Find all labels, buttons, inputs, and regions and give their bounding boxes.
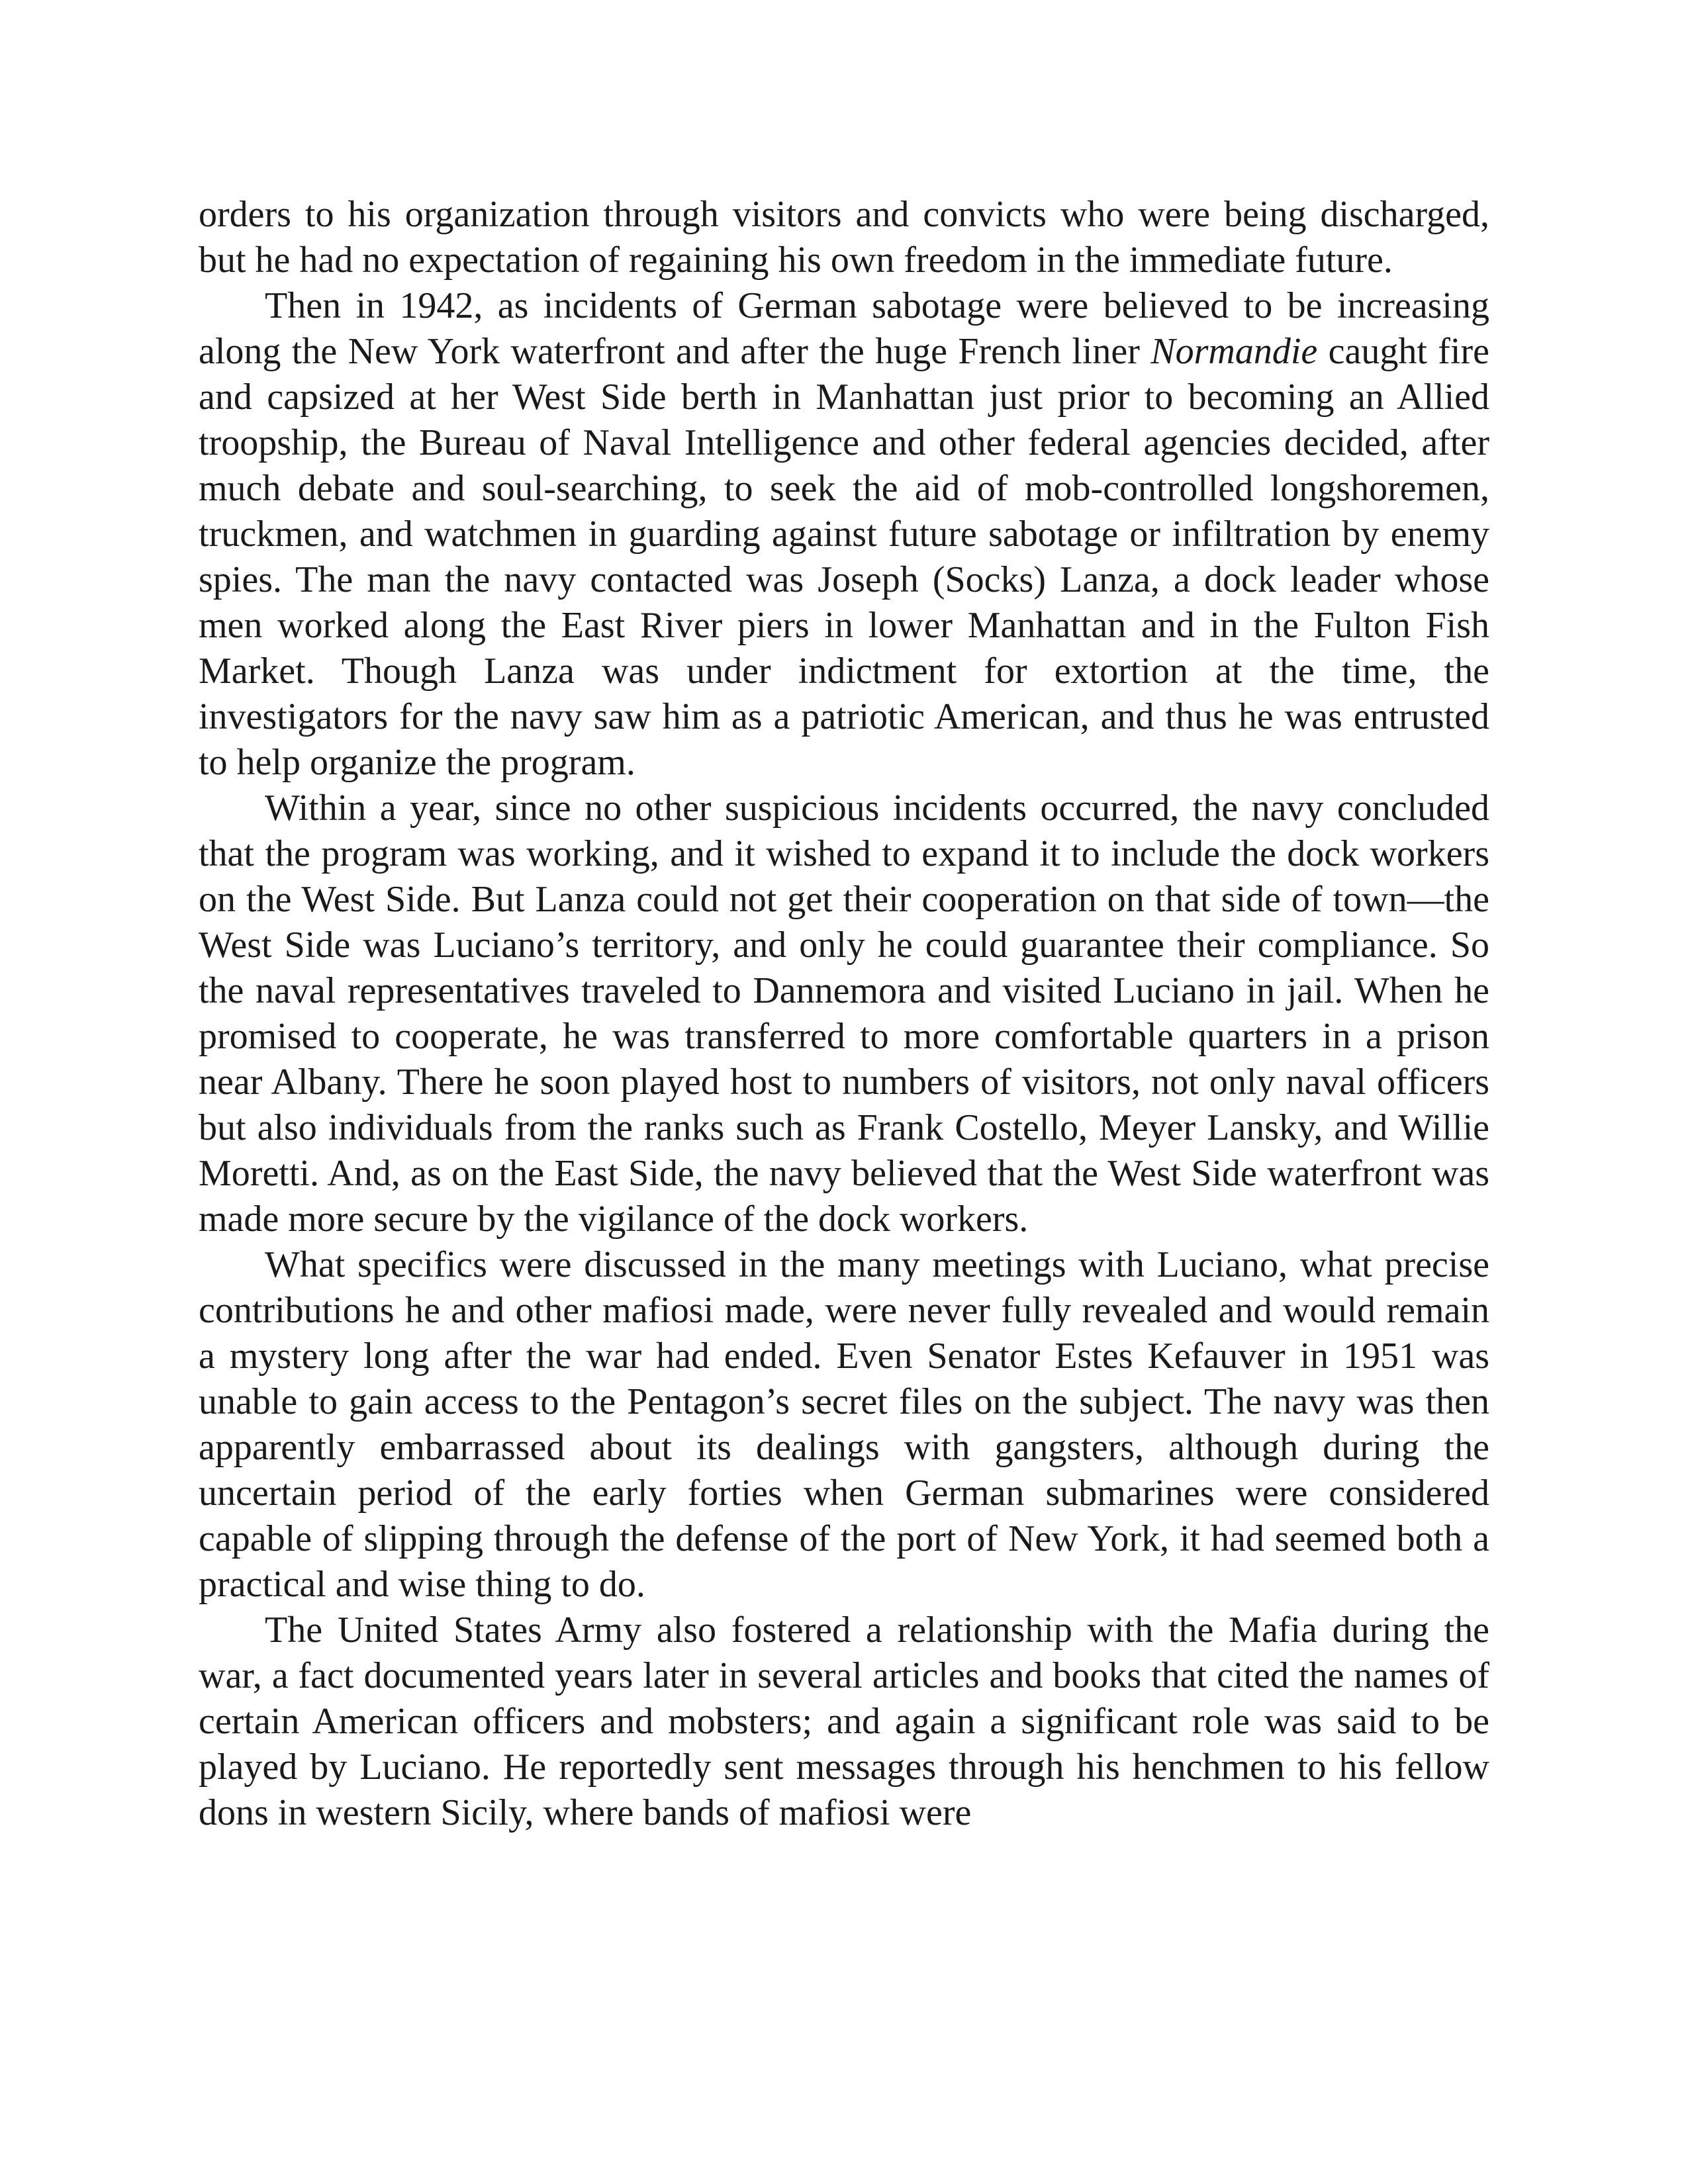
paragraph-specifics: What specifics were discussed in the many meetings with Luciano, what precise contributions he and other mafiosi made, were never fully revealed and would remain a mystery long after the war had ended. Even Senator Estes Kefauver in 1951 was unable to gain access to the Pentagon’s secret files on the subject. The navy was then apparently embarrassed about its dealings with gangsters, although during the uncertain period of the early forties when German submarines were considered capable of slipping through the defense of the port of New York, it had seemed both a practical and wise thing to do. xyxy=(199,1244,1489,1605)
paragraph-west-side: Within a year, since no other suspicious incidents occurred, the navy concluded that the program was working, and it wished to expand it to include the dock workers on the West Side. But Lanza could not get their cooperation on that side of town—the West Side was Luciano’s territory, and only he could guarantee their compliance. So the naval representatives traveled to Dannemora and visited Luciano in jail. When he promised to cooperate, he was transferred to more comfortable quarters in a prison near Albany. There he soon played host to numbers of visitors, not only naval officers but also individuals from the ranks such as Frank Costello, Meyer Lansky, and Willie Moretti. And, as on the East Side, the navy believed that the West Side waterfront was made more secure by the vigilance of the dock workers. xyxy=(199,788,1489,1240)
paragraph-army: The United States Army also fostered a relationship with the Mafia during the war, a fact documented years later in several articles and books that cited the names of certain American officers and mobsters; and again a significant role was said to be played by Luciano. He reportedly sent messages through his henchmen to his fellow dons in western Sicily, where bands of mafiosi were xyxy=(199,1610,1489,1833)
page-body xyxy=(199,192,1489,1836)
ship-name-italic: Normandie xyxy=(1150,331,1318,372)
paragraph-text: caught fire and capsized at her West Side berth in Manhattan just prior to becoming an Allied troopship, the Bureau of Naval Intelligence and other federal agencies decided, after much debate and soul-searching, to seek the aid of mob-controlled longshoremen, truckmen, and watchmen in guarding against future sabotage or infiltration by enemy spies. The man the navy contacted was Joseph (Socks) Lanza, a dock leader whose men worked along the East River piers in lower Manhattan and in the Fulton Fish Market. Though Lanza was under indictment for extortion at the time, the investigators for the navy saw him as a patriotic American, and thus he was entrusted to help organize the program. xyxy=(199,331,1489,783)
paragraph-normandie xyxy=(199,283,1489,786)
paragraph-continued: orders to his organization through visitors and convicts who were being discharged, but he had no expectation of regaining his own freedom in the immediate future. xyxy=(199,194,1489,281)
paragraph-text: Then in 1942, as incidents of German sabotage were believed to be increasing along the New York waterfront and after the huge French liner xyxy=(199,285,1489,372)
